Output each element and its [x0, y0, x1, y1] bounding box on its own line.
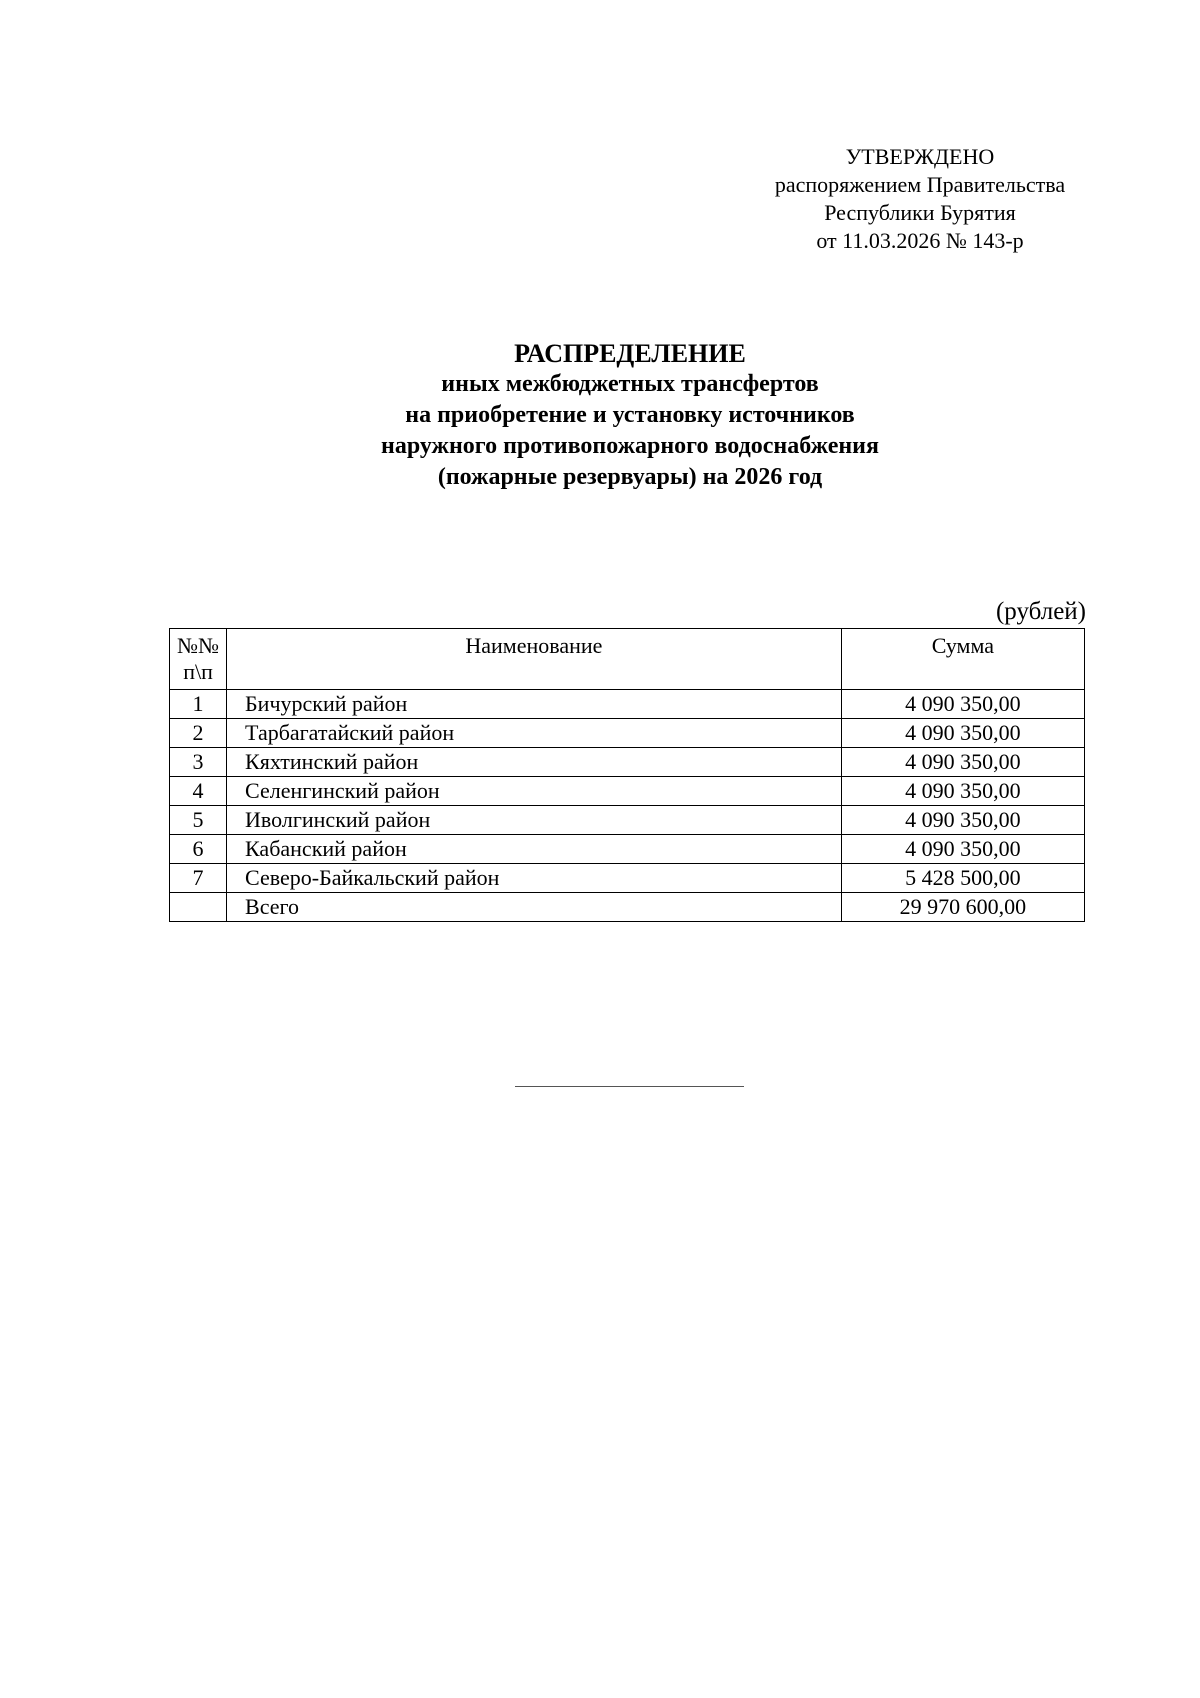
- row-sum: 4 090 350,00: [841, 719, 1084, 748]
- title-line-2: иных межбюджетных трансфертов: [441, 371, 819, 397]
- table-header-row: [170, 629, 1085, 690]
- row-name: Тарбагатайский район: [227, 719, 842, 748]
- approval-date-number: от 11.03.2026 № 143-р: [816, 228, 1024, 253]
- row-name: Иволгинский район: [227, 806, 842, 835]
- row-name: Кабанский район: [227, 835, 842, 864]
- table-row: [170, 690, 1085, 719]
- row-name: Селенгинский район: [227, 777, 842, 806]
- row-sum: 5 428 500,00: [841, 864, 1084, 893]
- table-row: [170, 777, 1085, 806]
- row-sum: 4 090 350,00: [841, 748, 1084, 777]
- units-label: (рублей): [995, 598, 1086, 625]
- row-name: Кяхтинский район: [227, 748, 842, 777]
- header-sum: Сумма: [841, 629, 1084, 690]
- approval-heading: УТВЕРЖДЕНО: [845, 144, 995, 169]
- table-row: [170, 806, 1085, 835]
- row-number: 7: [170, 864, 227, 893]
- header-number-line-2: п\п: [183, 659, 213, 684]
- total-number: [170, 893, 227, 922]
- title-heading: РАСПРЕДЕЛЕНИЕ: [514, 339, 746, 368]
- table-row: [170, 748, 1085, 777]
- table-row: [170, 719, 1085, 748]
- total-label: Всего: [227, 893, 842, 922]
- row-sum: 4 090 350,00: [841, 806, 1084, 835]
- table-row: [170, 864, 1085, 893]
- total-sum: 29 970 600,00: [841, 893, 1084, 922]
- row-number: 1: [170, 690, 227, 719]
- row-number: 6: [170, 835, 227, 864]
- row-number: 2: [170, 719, 227, 748]
- approval-stamp: [740, 143, 1100, 255]
- title-line-3: на приобретение и установку источников: [405, 402, 855, 428]
- end-divider-line: [515, 1086, 744, 1087]
- header-number-line-1: №№: [177, 633, 220, 658]
- title-line-5: (пожарные резервуары) на 2026 год: [437, 464, 823, 490]
- title-line-4: наружного противопожарного водоснабжения: [381, 433, 879, 459]
- row-name: Бичурский район: [227, 690, 842, 719]
- header-name: Наименование: [227, 629, 842, 690]
- header-number: [170, 629, 227, 690]
- row-name: Северо-Байкальский район: [227, 864, 842, 893]
- row-sum: 4 090 350,00: [841, 835, 1084, 864]
- approval-region: Республики Бурятия: [824, 200, 1016, 225]
- row-sum: 4 090 350,00: [841, 777, 1084, 806]
- table-total-row: [170, 893, 1085, 922]
- table-row: [170, 835, 1085, 864]
- approval-issuer: распоряжением Правительства: [774, 172, 1066, 197]
- row-number: 4: [170, 777, 227, 806]
- distribution-table: [169, 628, 1085, 922]
- document-title: [0, 338, 1200, 493]
- row-sum: 4 090 350,00: [841, 690, 1084, 719]
- row-number: 5: [170, 806, 227, 835]
- row-number: 3: [170, 748, 227, 777]
